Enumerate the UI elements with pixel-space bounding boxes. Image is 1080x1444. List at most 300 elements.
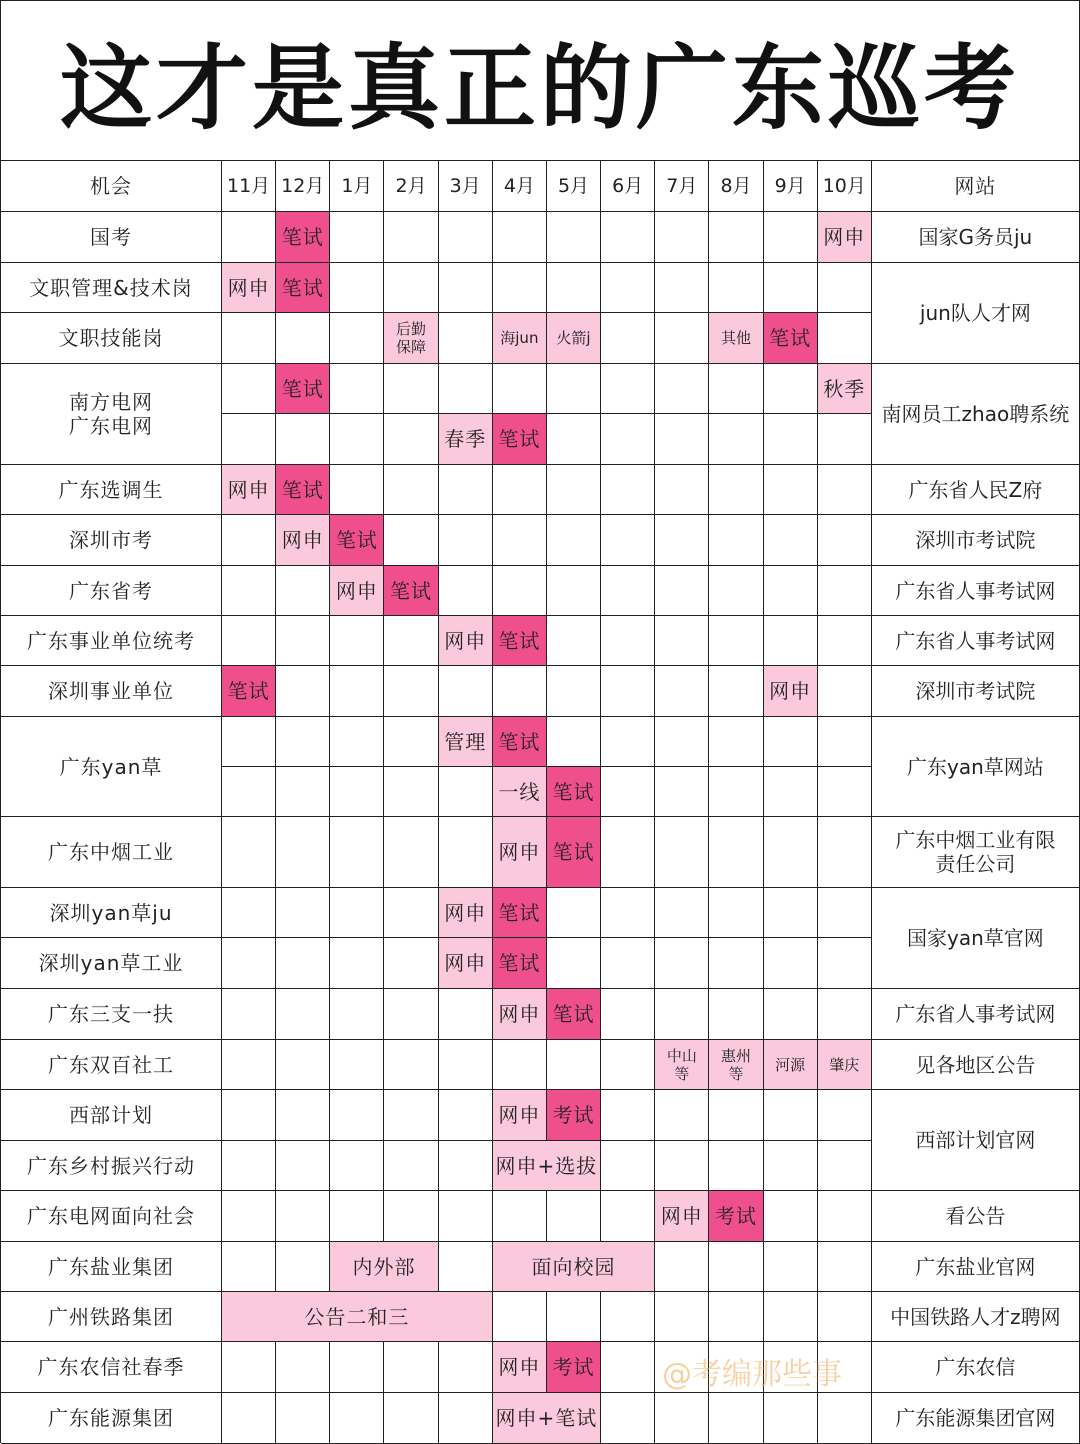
website-cell: 看公告 [872, 1191, 1080, 1242]
empty-cell [655, 1090, 709, 1141]
website-cell: 广东省人事考试网 [872, 566, 1080, 616]
empty-cell [655, 1292, 709, 1342]
empty-cell [222, 1393, 276, 1444]
empty-cell [330, 212, 384, 263]
event-cell-exam: 笔试 [547, 767, 601, 817]
empty-cell [709, 817, 763, 888]
empty-cell [384, 1191, 438, 1242]
empty-cell [709, 212, 763, 263]
website-cell: 西部计划官网 [872, 1090, 1080, 1191]
empty-cell [709, 1242, 763, 1292]
empty-cell [547, 1040, 601, 1090]
empty-cell [330, 666, 384, 717]
empty-cell [601, 717, 655, 767]
empty-cell [330, 989, 384, 1040]
row-label: 广东中烟工业 [1, 817, 222, 888]
empty-cell [276, 566, 330, 616]
event-cell-exam: 笔试 [493, 888, 547, 938]
empty-cell [384, 616, 438, 666]
row-label: 广州铁路集团 [1, 1292, 222, 1342]
empty-cell [547, 888, 601, 938]
empty-cell [439, 1242, 493, 1292]
empty-cell [601, 414, 655, 465]
event-cell-exam: 笔试 [276, 212, 330, 263]
website-cell: 中国铁路人才z聘网 [872, 1292, 1080, 1342]
empty-cell [384, 212, 438, 263]
row-label: 广东能源集团 [1, 1393, 222, 1444]
row-label: 广东事业单位统考 [1, 616, 222, 666]
event-cell-apply: 管理 [439, 717, 493, 767]
event-cell-apply: 肇庆 [818, 1040, 872, 1090]
empty-cell [330, 767, 384, 817]
empty-cell [547, 1191, 601, 1242]
empty-cell [222, 938, 276, 989]
website-cell: 广东农信 [872, 1342, 1080, 1393]
event-cell-apply: 一线 [493, 767, 547, 817]
empty-cell [709, 1342, 763, 1393]
empty-cell [384, 515, 438, 566]
empty-cell [655, 414, 709, 465]
event-cell-apply: 后勤 保障 [384, 313, 438, 364]
empty-cell [330, 313, 384, 364]
empty-cell [601, 1191, 655, 1242]
empty-cell [655, 938, 709, 989]
event-cell-apply: 网申+选拔 [493, 1141, 601, 1191]
empty-cell [439, 364, 493, 414]
empty-cell [547, 717, 601, 767]
website-cell: 广东中烟工业有限 责任公司 [872, 817, 1080, 888]
empty-cell [276, 767, 330, 817]
event-cell-exam: 笔试 [493, 938, 547, 989]
empty-cell [222, 313, 276, 364]
empty-cell [547, 414, 601, 465]
empty-cell [818, 566, 872, 616]
row-label: 广东选调生 [1, 465, 222, 515]
event-cell-apply: 网申 [222, 465, 276, 515]
empty-cell [384, 717, 438, 767]
empty-cell [330, 817, 384, 888]
event-cell-exam: 考试 [547, 1090, 601, 1141]
website-cell: 深圳市考试院 [872, 515, 1080, 566]
empty-cell [330, 1393, 384, 1444]
event-cell-apply: 公告二和三 [222, 1292, 493, 1342]
empty-cell [276, 1242, 330, 1292]
empty-cell [764, 465, 818, 515]
page-title: 这才是真正的广东巡考 [0, 0, 1080, 161]
empty-cell [655, 717, 709, 767]
website-cell: 广东能源集团官网 [872, 1393, 1080, 1444]
empty-cell [601, 666, 655, 717]
row-label: 南方电网 广东电网 [1, 364, 222, 465]
empty-cell [384, 1342, 438, 1393]
row-label: 广东乡村振兴行动 [1, 1141, 222, 1191]
event-cell-exam: 考试 [547, 1342, 601, 1393]
empty-cell [330, 1141, 384, 1191]
empty-cell [601, 1141, 655, 1191]
empty-cell [601, 212, 655, 263]
empty-cell [276, 1342, 330, 1393]
empty-cell [384, 1090, 438, 1141]
empty-cell [818, 1393, 872, 1444]
event-cell-exam: 笔试 [493, 414, 547, 465]
event-cell-exam: 笔试 [547, 989, 601, 1040]
empty-cell [764, 616, 818, 666]
empty-cell [222, 212, 276, 263]
header-month: 5月 [547, 161, 601, 212]
empty-cell [222, 515, 276, 566]
empty-cell [709, 989, 763, 1040]
empty-cell [601, 888, 655, 938]
empty-cell [655, 817, 709, 888]
event-cell-apply: 网申 [439, 616, 493, 666]
header-month: 4月 [493, 161, 547, 212]
empty-cell [601, 263, 655, 313]
empty-cell [276, 888, 330, 938]
empty-cell [384, 767, 438, 817]
empty-cell [222, 1242, 276, 1292]
row-label: 广东农信社春季 [1, 1342, 222, 1393]
event-cell-apply: 其他 [709, 313, 763, 364]
event-cell-apply: 河源 [764, 1040, 818, 1090]
empty-cell [764, 1393, 818, 1444]
empty-cell [330, 1090, 384, 1141]
event-cell-apply: 中山 等 [655, 1040, 709, 1090]
empty-cell [764, 989, 818, 1040]
empty-cell [222, 817, 276, 888]
empty-cell [384, 1141, 438, 1191]
empty-cell [601, 616, 655, 666]
empty-cell [764, 717, 818, 767]
website-cell: 国家G务员ju [872, 212, 1080, 263]
event-cell-apply: 网申 [493, 1342, 547, 1393]
event-cell-apply: 火箭j [547, 313, 601, 364]
event-cell-apply: 面向校园 [493, 1242, 655, 1292]
empty-cell [547, 666, 601, 717]
empty-cell [818, 616, 872, 666]
website-cell: 国家yan草官网 [872, 888, 1080, 989]
empty-cell [222, 364, 276, 414]
empty-cell [222, 414, 276, 465]
empty-cell [276, 666, 330, 717]
website-cell: 广东yan草网站 [872, 717, 1080, 817]
empty-cell [709, 1292, 763, 1342]
empty-cell [547, 616, 601, 666]
empty-cell [709, 515, 763, 566]
empty-cell [276, 717, 330, 767]
empty-cell [818, 817, 872, 888]
empty-cell [601, 1393, 655, 1444]
empty-cell [764, 1292, 818, 1342]
row-label: 深圳市考 [1, 515, 222, 566]
website-cell: 南网员工zhao聘系统 [872, 364, 1080, 465]
empty-cell [764, 1090, 818, 1141]
header-month: 9月 [764, 161, 818, 212]
empty-cell [764, 1141, 818, 1191]
empty-cell [439, 1090, 493, 1141]
empty-cell [655, 767, 709, 817]
empty-cell [276, 1090, 330, 1141]
empty-cell [547, 212, 601, 263]
empty-cell [601, 1342, 655, 1393]
event-cell-apply: 网申 [439, 888, 493, 938]
event-cell-exam: 笔试 [330, 515, 384, 566]
empty-cell [493, 1191, 547, 1242]
empty-cell [222, 566, 276, 616]
event-cell-exam: 笔试 [493, 717, 547, 767]
empty-cell [439, 1040, 493, 1090]
empty-cell [439, 263, 493, 313]
header-label: 机会 [1, 161, 222, 212]
empty-cell [818, 717, 872, 767]
event-cell-apply: 网申 [330, 566, 384, 616]
empty-cell [764, 938, 818, 989]
empty-cell [818, 313, 872, 364]
empty-cell [330, 1342, 384, 1393]
empty-cell [276, 1040, 330, 1090]
empty-cell [709, 888, 763, 938]
empty-cell [493, 212, 547, 263]
row-label: 深圳事业单位 [1, 666, 222, 717]
empty-cell [655, 616, 709, 666]
empty-cell [764, 364, 818, 414]
empty-cell [493, 515, 547, 566]
empty-cell [222, 1342, 276, 1393]
row-label: 文职管理&技术岗 [1, 263, 222, 313]
empty-cell [818, 1342, 872, 1393]
empty-cell [330, 414, 384, 465]
row-label: 广东yan草 [1, 717, 222, 817]
header-site: 网站 [872, 161, 1080, 212]
empty-cell [709, 465, 763, 515]
empty-cell [709, 1393, 763, 1444]
empty-cell [764, 566, 818, 616]
empty-cell [222, 767, 276, 817]
empty-cell [601, 1090, 655, 1141]
empty-cell [384, 364, 438, 414]
empty-cell [276, 1393, 330, 1444]
header-month: 10月 [818, 161, 872, 212]
empty-cell [439, 989, 493, 1040]
empty-cell [493, 465, 547, 515]
event-cell-apply: 网申 [439, 938, 493, 989]
empty-cell [493, 1292, 547, 1342]
empty-cell [764, 817, 818, 888]
empty-cell [222, 1040, 276, 1090]
empty-cell [276, 1141, 330, 1191]
empty-cell [547, 1292, 601, 1342]
empty-cell [818, 515, 872, 566]
empty-cell [655, 313, 709, 364]
empty-cell [818, 1141, 872, 1191]
event-cell-apply: 秋季 [818, 364, 872, 414]
empty-cell [439, 817, 493, 888]
header-month: 12月 [276, 161, 330, 212]
empty-cell [764, 1342, 818, 1393]
row-label: 文职技能岗 [1, 313, 222, 364]
empty-cell [601, 817, 655, 888]
empty-cell [601, 364, 655, 414]
empty-cell [384, 1393, 438, 1444]
event-cell-apply: 网申 [276, 515, 330, 566]
header-month: 11月 [222, 161, 276, 212]
empty-cell [330, 888, 384, 938]
empty-cell [276, 313, 330, 364]
empty-cell [655, 212, 709, 263]
empty-cell [493, 263, 547, 313]
event-cell-apply: 网申 [818, 212, 872, 263]
empty-cell [709, 566, 763, 616]
event-cell-exam: 笔试 [222, 666, 276, 717]
empty-cell [601, 1040, 655, 1090]
website-cell: 广东省人民Z府 [872, 465, 1080, 515]
empty-cell [818, 414, 872, 465]
empty-cell [601, 1292, 655, 1342]
website-cell: 见各地区公告 [872, 1040, 1080, 1090]
empty-cell [384, 938, 438, 989]
empty-cell [493, 566, 547, 616]
empty-cell [276, 938, 330, 989]
empty-cell [818, 465, 872, 515]
row-label: 西部计划 [1, 1090, 222, 1141]
empty-cell [276, 989, 330, 1040]
event-cell-apply: 网申 [655, 1191, 709, 1242]
empty-cell [764, 263, 818, 313]
empty-cell [655, 566, 709, 616]
watermark: @考编那些事 [662, 1357, 842, 1392]
empty-cell [601, 938, 655, 989]
empty-cell [709, 1141, 763, 1191]
empty-cell [547, 465, 601, 515]
empty-cell [709, 414, 763, 465]
row-label: 深圳yan草工业 [1, 938, 222, 989]
empty-cell [330, 616, 384, 666]
empty-cell [655, 1393, 709, 1444]
empty-cell [601, 566, 655, 616]
empty-cell [493, 1040, 547, 1090]
empty-cell [764, 212, 818, 263]
empty-cell [439, 1393, 493, 1444]
empty-cell [439, 212, 493, 263]
empty-cell [330, 1040, 384, 1090]
empty-cell [764, 515, 818, 566]
empty-cell [222, 717, 276, 767]
event-cell-exam: 笔试 [276, 263, 330, 313]
empty-cell [709, 767, 763, 817]
empty-cell [384, 263, 438, 313]
event-cell-apply: 网申 [493, 817, 547, 888]
empty-cell [330, 938, 384, 989]
empty-cell [709, 364, 763, 414]
empty-cell [439, 465, 493, 515]
empty-cell [439, 566, 493, 616]
empty-cell [764, 888, 818, 938]
empty-cell [818, 989, 872, 1040]
event-cell-apply: 网申 [493, 989, 547, 1040]
empty-cell [655, 364, 709, 414]
event-cell-apply: 海jun [493, 313, 547, 364]
row-label: 广东电网面向社会 [1, 1191, 222, 1242]
website-cell: 广东省人事考试网 [872, 989, 1080, 1040]
event-cell-exam: 考试 [709, 1191, 763, 1242]
empty-cell [439, 515, 493, 566]
empty-cell [655, 888, 709, 938]
empty-cell [764, 767, 818, 817]
empty-cell [655, 1342, 709, 1393]
event-cell-apply: 网申 [764, 666, 818, 717]
empty-cell [601, 465, 655, 515]
header-month: 8月 [709, 161, 763, 212]
empty-cell [818, 1191, 872, 1242]
empty-cell [276, 817, 330, 888]
empty-cell [709, 938, 763, 989]
empty-cell [655, 1242, 709, 1292]
empty-cell [655, 666, 709, 717]
empty-cell [764, 1191, 818, 1242]
empty-cell [547, 364, 601, 414]
row-label: 广东省考 [1, 566, 222, 616]
website-cell: jun队人才网 [872, 263, 1080, 364]
empty-cell [222, 616, 276, 666]
empty-cell [547, 938, 601, 989]
empty-cell [222, 1090, 276, 1141]
header-month: 6月 [601, 161, 655, 212]
event-cell-apply: 网申 [222, 263, 276, 313]
empty-cell [764, 1242, 818, 1292]
website-cell: 深圳市考试院 [872, 666, 1080, 717]
row-label: 国考 [1, 212, 222, 263]
empty-cell [655, 515, 709, 566]
empty-cell [818, 263, 872, 313]
empty-cell [439, 1342, 493, 1393]
event-cell-apply: 春季 [439, 414, 493, 465]
schedule-table [0, 160, 1080, 1443]
empty-cell [222, 888, 276, 938]
empty-cell [384, 414, 438, 465]
website-cell: 广东盐业官网 [872, 1242, 1080, 1292]
empty-cell [601, 989, 655, 1040]
empty-cell [384, 666, 438, 717]
empty-cell [764, 414, 818, 465]
empty-cell [601, 515, 655, 566]
event-cell-exam: 笔试 [764, 313, 818, 364]
event-cell-exam: 笔试 [547, 817, 601, 888]
empty-cell [439, 1191, 493, 1242]
empty-cell [493, 364, 547, 414]
empty-cell [818, 767, 872, 817]
empty-cell [655, 465, 709, 515]
empty-cell [601, 767, 655, 817]
empty-cell [709, 263, 763, 313]
website-cell: 广东省人事考试网 [872, 616, 1080, 666]
empty-cell [439, 1141, 493, 1191]
empty-cell [818, 1292, 872, 1342]
empty-cell [655, 989, 709, 1040]
event-cell-apply: 内外部 [330, 1242, 438, 1292]
empty-cell [330, 1191, 384, 1242]
event-cell-exam: 笔试 [384, 566, 438, 616]
empty-cell [493, 666, 547, 717]
empty-cell [818, 666, 872, 717]
header-month: 2月 [384, 161, 438, 212]
empty-cell [655, 263, 709, 313]
empty-cell [384, 989, 438, 1040]
header-month: 7月 [655, 161, 709, 212]
event-cell-exam: 笔试 [276, 364, 330, 414]
empty-cell [276, 414, 330, 465]
empty-cell [818, 938, 872, 989]
empty-cell [330, 717, 384, 767]
empty-cell [818, 1242, 872, 1292]
